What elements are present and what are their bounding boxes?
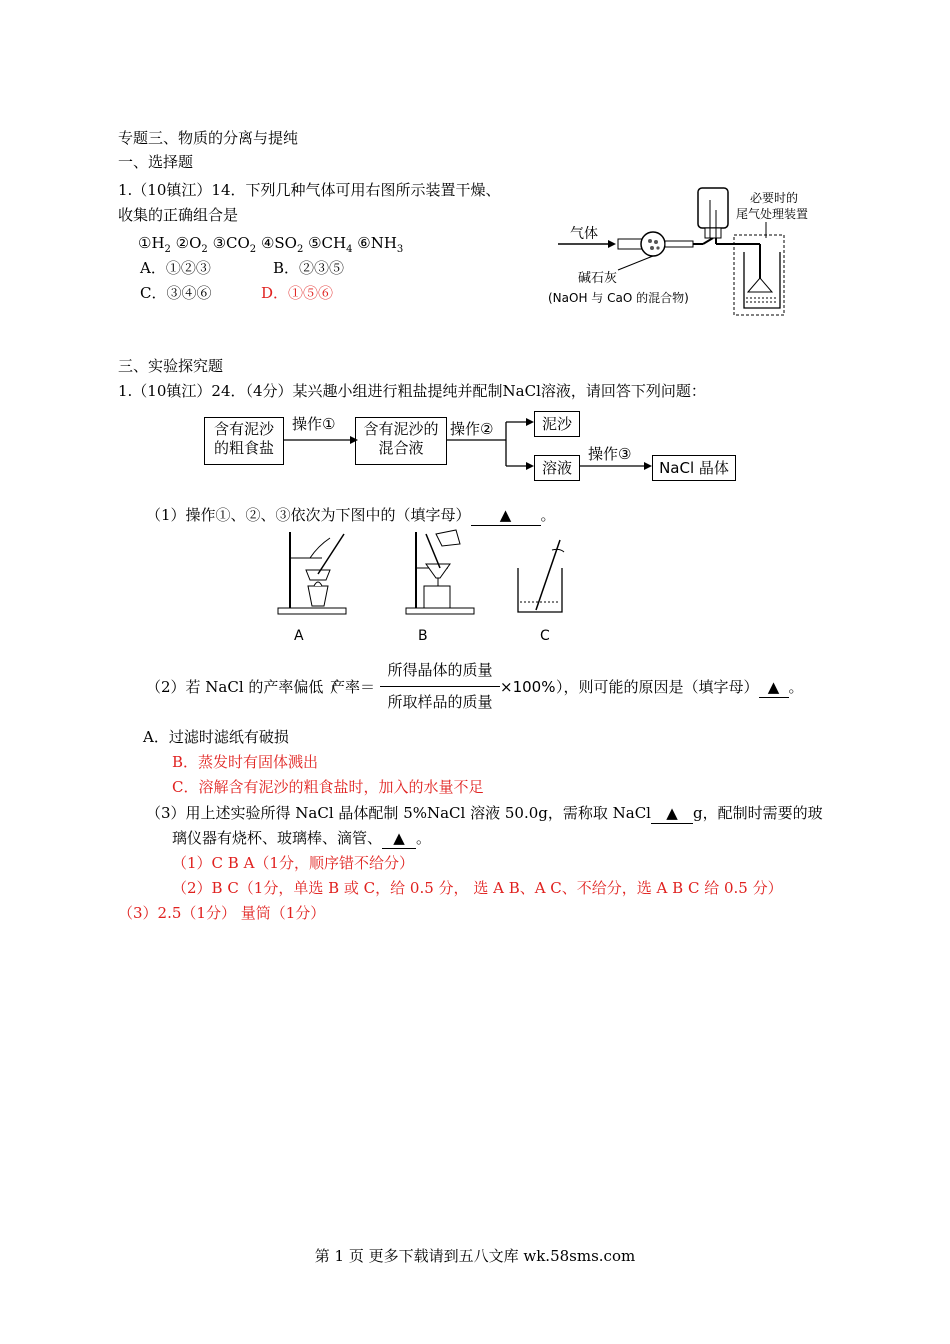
evaporation-setup-icon — [278, 532, 346, 644]
document-title: 专题三、物质的分离与提纯 — [118, 129, 299, 147]
answer-part1: （1）C B A（1分，顺序错不给分） — [172, 854, 414, 872]
q1-option-b: B．②③⑤ — [273, 259, 345, 277]
q1-stem-line2: 收集的正确组合是 — [118, 206, 239, 224]
flow-box-nacl-crystal: NaCl 晶体 — [652, 455, 736, 481]
choice-c-answer: C．溶解含有泥沙的粗食盐时，加入的水量不足 — [172, 778, 484, 796]
q2-part3-line1: （3）用上述实验所得 NaCl 晶体配制 5%NaCl 溶液 50.0g，需称取 NaCl ▲ g，配制时需要的玻 — [146, 804, 823, 822]
op2-label: 操作② — [450, 420, 494, 438]
dissolving-setup-icon — [518, 540, 564, 644]
formula-lhs: 产率＝ — [330, 678, 376, 696]
formula-denominator: 所取样品的质量 — [387, 693, 493, 711]
q2-part1: （1）操作①、②、③依次为下图中的（填字母） ▲ 。 — [146, 506, 556, 524]
formula-multiplier: ×100% — [500, 678, 556, 696]
answer-part2: （2）B C（1分，单选 B 或 C，给 0.5 分， 选 A B、A C、不给分，选 A B C 给 0.5 分） — [172, 879, 783, 897]
drying-agent-note: (NaOH 与 CaO 的混合物) — [548, 291, 689, 305]
figure-label-b: B — [418, 628, 428, 644]
flow-arrows — [280, 405, 660, 485]
tail-label-2: 尾气处理装置 — [736, 207, 809, 221]
formula-fraction-bar — [380, 686, 500, 687]
q2-part3-line2: 璃仪器有烧杯、玻璃棒、滴管、 ▲ 。 — [172, 829, 432, 847]
figure-label-a: A — [294, 628, 304, 644]
q1-option-c: C．③④⑥ — [140, 284, 212, 302]
choice-b-answer: B．蒸发时有固体溅出 — [172, 753, 319, 771]
answer-part3: （3）2.5（1分） 量筒（1分） — [118, 904, 326, 922]
part3-mass-blank: ▲ — [651, 803, 693, 824]
op3-label: 操作③ — [588, 445, 632, 463]
drying-tube-icon — [641, 232, 665, 256]
op1-label: 操作① — [292, 415, 336, 433]
tail-label-1: 必要时的 — [750, 191, 799, 205]
q2-stem: 1.（10镇江）24．（4分）某兴趣小组进行粗盐提纯并配制NaCl溶液，请回答下列问题： — [118, 382, 706, 400]
part2-answer-blank: ▲ — [759, 677, 789, 698]
filtration-setup-icon — [406, 530, 474, 644]
lab-operation-figures — [268, 528, 588, 653]
drying-agent-label: 碱石灰 — [578, 271, 618, 286]
figure-label-c: C — [540, 628, 550, 644]
section-heading-choice: 一、选择题 — [118, 153, 194, 171]
q1-stem-line1: 1.（10镇江）14．下列几种气体可用右图所示装置干燥、 — [118, 181, 501, 199]
collection-bottle-icon — [698, 188, 728, 228]
q2-part2-prefix: （2）若 NaCl 的产率偏低（ — [146, 678, 339, 696]
section-heading-experiment: 三、实验探究题 — [118, 357, 224, 375]
flow-box-mixture: 含有泥沙的 混合液 — [355, 417, 447, 465]
page-footer: 第 1 页 更多下载请到五八文库 wk.58sms.com — [314, 1247, 636, 1265]
q1-option-d-answer: D．①⑤⑥ — [261, 284, 334, 302]
part1-answer-blank: ▲ — [471, 505, 541, 526]
q1-gas-list: $①H_2$ $②O_2$ $③CO_2$ $④SO_2$ $⑤CH_4$ $⑥NH_3$ — [138, 234, 404, 255]
part3-instrument-blank: ▲ — [382, 828, 416, 849]
choice-a: A．过滤时滤纸有破损 — [143, 728, 289, 746]
flow-box-crude-salt: 含有泥沙 的粗食盐 — [204, 417, 284, 465]
flow-box-sand: 泥沙 — [534, 411, 580, 437]
gas-label: 气体 — [570, 226, 598, 242]
flow-box-solution: 溶液 — [534, 455, 580, 481]
q1-option-a: A．①②③ — [140, 259, 211, 277]
formula-numerator: 所得晶体的质量 — [387, 661, 493, 679]
gas-drying-apparatus — [548, 180, 838, 320]
q2-part2-suffix: ），则可能的原因是（填字母） ▲ 。 — [556, 678, 804, 696]
